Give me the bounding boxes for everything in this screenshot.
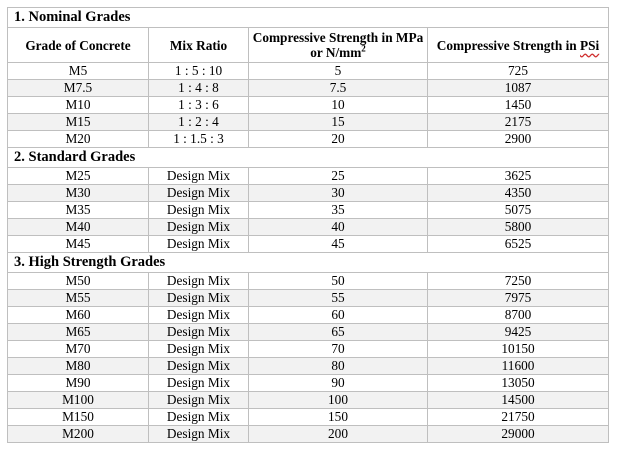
cell-mpa: 200 bbox=[249, 426, 428, 443]
concrete-grades-table bbox=[7, 7, 609, 443]
cell-psi: 21750 bbox=[428, 409, 609, 426]
cell-mpa: 20 bbox=[249, 131, 428, 148]
table-row bbox=[8, 202, 609, 219]
cell-mpa: 70 bbox=[249, 341, 428, 358]
cell-grade: M15 bbox=[8, 114, 149, 131]
cell-psi: 2900 bbox=[428, 131, 609, 148]
cell-psi: 11600 bbox=[428, 358, 609, 375]
cell-grade: M80 bbox=[8, 358, 149, 375]
section-heading-row bbox=[8, 253, 609, 273]
section-title: 2. Standard Grades bbox=[8, 148, 609, 168]
cell-grade: M60 bbox=[8, 307, 149, 324]
cell-mix-ratio: Design Mix bbox=[149, 307, 249, 324]
cell-mpa: 7.5 bbox=[249, 80, 428, 97]
cell-mix-ratio: 1 : 1.5 : 3 bbox=[149, 131, 249, 148]
cell-mpa: 60 bbox=[249, 307, 428, 324]
cell-mix-ratio: Design Mix bbox=[149, 202, 249, 219]
cell-mpa: 5 bbox=[249, 63, 428, 80]
table-row bbox=[8, 358, 609, 375]
table-row bbox=[8, 426, 609, 443]
cell-grade: M150 bbox=[8, 409, 149, 426]
cell-mpa: 65 bbox=[249, 324, 428, 341]
cell-psi: 6525 bbox=[428, 236, 609, 253]
table-row bbox=[8, 63, 609, 80]
table-row bbox=[8, 114, 609, 131]
cell-psi: 9425 bbox=[428, 324, 609, 341]
table-body bbox=[8, 8, 609, 443]
table-row bbox=[8, 324, 609, 341]
cell-grade: M40 bbox=[8, 219, 149, 236]
section-heading-row bbox=[8, 148, 609, 168]
header-mix-ratio: Mix Ratio bbox=[149, 28, 249, 63]
cell-mix-ratio: 1 : 4 : 8 bbox=[149, 80, 249, 97]
cell-mix-ratio: Design Mix bbox=[149, 409, 249, 426]
table-row bbox=[8, 409, 609, 426]
cell-grade: M20 bbox=[8, 131, 149, 148]
cell-grade: M70 bbox=[8, 341, 149, 358]
cell-psi: 2175 bbox=[428, 114, 609, 131]
table-row bbox=[8, 392, 609, 409]
cell-mpa: 10 bbox=[249, 97, 428, 114]
cell-mix-ratio: Design Mix bbox=[149, 426, 249, 443]
cell-mix-ratio: Design Mix bbox=[149, 273, 249, 290]
cell-mix-ratio: 1 : 3 : 6 bbox=[149, 97, 249, 114]
cell-mix-ratio: Design Mix bbox=[149, 290, 249, 307]
cell-grade: M5 bbox=[8, 63, 149, 80]
cell-mix-ratio: Design Mix bbox=[149, 375, 249, 392]
cell-mix-ratio: Design Mix bbox=[149, 236, 249, 253]
cell-mix-ratio: Design Mix bbox=[149, 358, 249, 375]
cell-mix-ratio: Design Mix bbox=[149, 324, 249, 341]
cell-mpa: 100 bbox=[249, 392, 428, 409]
section-heading-row bbox=[8, 8, 609, 28]
cell-grade: M200 bbox=[8, 426, 149, 443]
header-grade: Grade of Concrete bbox=[8, 28, 149, 63]
cell-psi: 1087 bbox=[428, 80, 609, 97]
cell-grade: M10 bbox=[8, 97, 149, 114]
header-psi-unit: PSi bbox=[580, 37, 600, 53]
cell-mpa: 25 bbox=[249, 168, 428, 185]
table-row bbox=[8, 131, 609, 148]
cell-mpa: 50 bbox=[249, 273, 428, 290]
cell-psi: 8700 bbox=[428, 307, 609, 324]
cell-mix-ratio: Design Mix bbox=[149, 392, 249, 409]
cell-grade: M55 bbox=[8, 290, 149, 307]
cell-mpa: 150 bbox=[249, 409, 428, 426]
table-row bbox=[8, 375, 609, 392]
cell-mix-ratio: 1 : 5 : 10 bbox=[149, 63, 249, 80]
header-psi-text: Compressive Strength in bbox=[436, 37, 580, 53]
section-title: 1. Nominal Grades bbox=[8, 8, 609, 28]
cell-psi: 14500 bbox=[428, 392, 609, 409]
cell-grade: M90 bbox=[8, 375, 149, 392]
cell-grade: M30 bbox=[8, 185, 149, 202]
cell-mix-ratio: 1 : 2 : 4 bbox=[149, 114, 249, 131]
cell-mpa: 55 bbox=[249, 290, 428, 307]
cell-grade: M35 bbox=[8, 202, 149, 219]
cell-psi: 3625 bbox=[428, 168, 609, 185]
cell-psi: 13050 bbox=[428, 375, 609, 392]
cell-psi: 7975 bbox=[428, 290, 609, 307]
cell-grade: M7.5 bbox=[8, 80, 149, 97]
cell-grade: M25 bbox=[8, 168, 149, 185]
cell-psi: 7250 bbox=[428, 273, 609, 290]
cell-grade: M50 bbox=[8, 273, 149, 290]
cell-grade: M100 bbox=[8, 392, 149, 409]
cell-psi: 725 bbox=[428, 63, 609, 80]
header-psi bbox=[428, 28, 609, 63]
cell-psi: 5075 bbox=[428, 202, 609, 219]
table-row bbox=[8, 273, 609, 290]
cell-mix-ratio: Design Mix bbox=[149, 341, 249, 358]
cell-psi: 1450 bbox=[428, 97, 609, 114]
header-mpa-superscript: 2 bbox=[361, 43, 366, 54]
cell-psi: 4350 bbox=[428, 185, 609, 202]
column-header-row bbox=[8, 28, 609, 63]
cell-psi: 29000 bbox=[428, 426, 609, 443]
table-row bbox=[8, 97, 609, 114]
cell-mix-ratio: Design Mix bbox=[149, 185, 249, 202]
table-row bbox=[8, 307, 609, 324]
cell-mpa: 35 bbox=[249, 202, 428, 219]
cell-mpa: 45 bbox=[249, 236, 428, 253]
table-row bbox=[8, 219, 609, 236]
cell-mix-ratio: Design Mix bbox=[149, 168, 249, 185]
cell-mpa: 90 bbox=[249, 375, 428, 392]
table-row bbox=[8, 236, 609, 253]
header-mpa-text: Compressive Strength in MPa or N/mm bbox=[252, 30, 424, 60]
table-row bbox=[8, 290, 609, 307]
header-mpa bbox=[249, 28, 428, 63]
table-row bbox=[8, 80, 609, 97]
section-title: 3. High Strength Grades bbox=[8, 253, 609, 273]
cell-mpa: 30 bbox=[249, 185, 428, 202]
cell-psi: 5800 bbox=[428, 219, 609, 236]
cell-grade: M45 bbox=[8, 236, 149, 253]
cell-mpa: 40 bbox=[249, 219, 428, 236]
table-row bbox=[8, 185, 609, 202]
table-row bbox=[8, 341, 609, 358]
cell-grade: M65 bbox=[8, 324, 149, 341]
cell-mpa: 80 bbox=[249, 358, 428, 375]
cell-psi: 10150 bbox=[428, 341, 609, 358]
cell-mpa: 15 bbox=[249, 114, 428, 131]
cell-mix-ratio: Design Mix bbox=[149, 219, 249, 236]
table-row bbox=[8, 168, 609, 185]
